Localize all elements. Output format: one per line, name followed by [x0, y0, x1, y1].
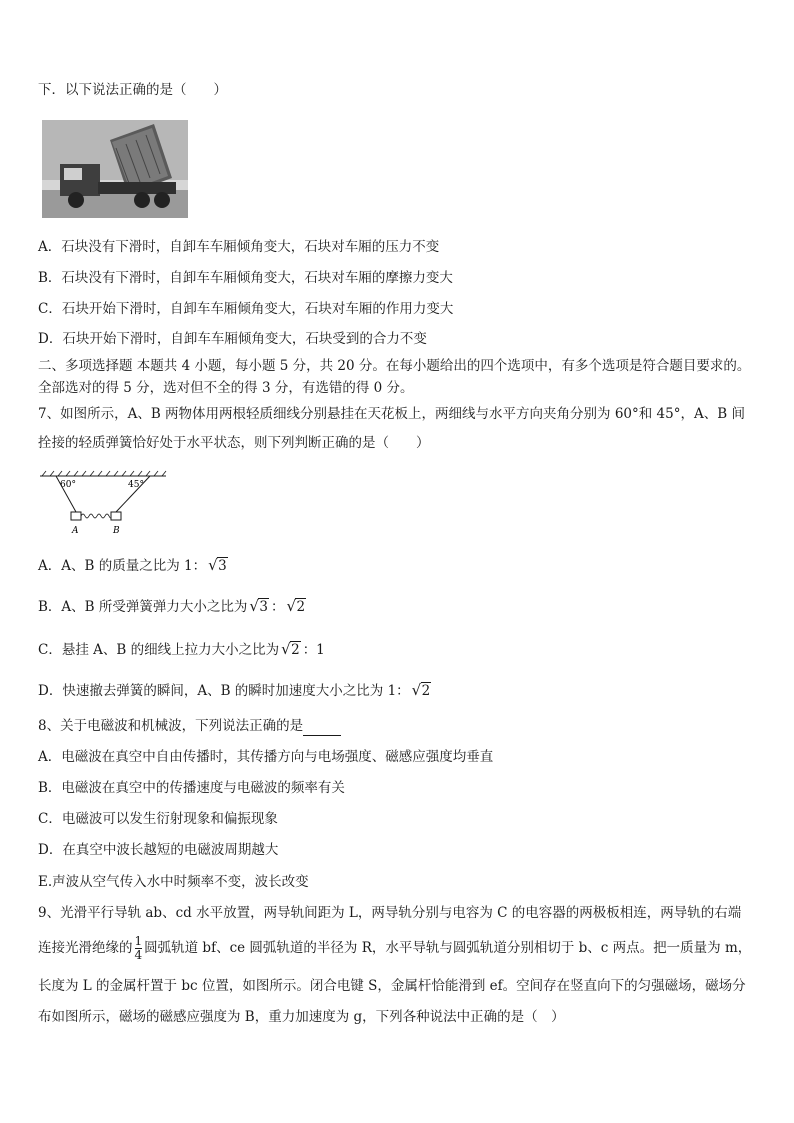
q7-option-a: A．A、B 的质量之比为 1： √ 3 — [38, 556, 227, 574]
q6-option-b: B．石块没有下滑时，自卸车车厢倾角变大，石块对车厢的摩擦力变大 — [38, 270, 453, 286]
q7-figure — [38, 470, 168, 540]
question-6-header: 下．以下说法正确的是（ ） — [38, 82, 227, 98]
answer-blank — [303, 721, 341, 736]
sqrt-3: √ 3 — [208, 556, 227, 574]
fraction-one-quarter: $\frac{1}{4}$ — [134, 934, 143, 962]
q8-option-a: A．电磁波在真空中自由传播时，其传播方向与电场强度、磁感应强度均垂直 — [38, 749, 494, 765]
sqrt-2: √ 2 — [286, 597, 306, 615]
q6-option-c: C．石块开始下滑时，自卸车车厢倾角变大，石块对车厢的作用力变大 — [38, 301, 454, 317]
q7-option-d: D．快速撤去弹簧的瞬间，A、B 的瞬时加速度大小之比为 1： √ 2 — [38, 681, 431, 699]
angle-45-label: 45° — [128, 480, 144, 490]
q7-option-b: B．A、B 所受弹簧弹力大小之比为 √ 3 ： √ 2 — [38, 597, 306, 615]
q8-option-d: D．在真空中波长越短的电磁波周期越大 — [38, 842, 279, 858]
q9-line-2: 连接光滑绝缘的 $\frac{1}{4}$ 圆弧轨道 bf、ce 圆弧轨道的半径为 R，水平导轨与圆弧轨道分别相切于 b、c 两点。把一质量为 m， — [38, 934, 752, 962]
q8-option-c: C．电磁波可以发生衍射现象和偏振现象 — [38, 811, 278, 827]
angle-60-label: 60° — [60, 480, 76, 490]
label-a: A — [72, 526, 79, 536]
q8-stem: 8、关于电磁波和机械波，下列说法正确的是 — [38, 716, 341, 736]
q9-line-1: 9、光滑平行导轨 ab、cd 水平放置，两导轨间距为 L，两导轨分别与电容为 C 的电容器的两极板相连，两导轨的右端 — [38, 905, 742, 921]
q8-option-b: B．电磁波在真空中的传播速度与电磁波的频率有关 — [38, 780, 345, 796]
q6-option-a: A．石块没有下滑时，自卸车车厢倾角变大，石块对车厢的压力不变 — [38, 239, 440, 255]
q7-option-c: C．悬挂 A、B 的细线上拉力大小之比为 √ 2 ：1 — [38, 640, 325, 658]
sqrt-3: √ 3 — [249, 597, 268, 615]
section-2-line-1: 二、多项选择题 本题共 4 小题，每小题 5 分，共 20 分。在每小题给出的四个选项中，有多个选项是符合题目要求的。 — [38, 358, 751, 374]
section-2-line-2: 全部选对的得 5 分，选对但不全的得 3 分，有选错的得 0 分。 — [38, 380, 414, 396]
dump-truck-photo — [42, 120, 188, 218]
q9-line-3: 长度为 L 的金属杆置于 bc 位置，如图所示。闭合电键 S，金属杆恰能滑到 ef。空间存在竖直向下的匀强磁场，磁场分 — [38, 978, 746, 994]
q7-stem-line-1: 7、如图所示，A、B 两物体用两根轻质细线分别悬挂在天花板上，两细线与水平方向夹角分别为 60°和 45°，A、B 间 — [38, 406, 745, 422]
q8-option-e: E.声波从空气传入水中时频率不变，波长改变 — [38, 874, 309, 890]
sqrt-2: √ 2 — [411, 681, 431, 699]
q9-line-4: 布如图所示，磁场的磁感应强度为 B，重力加速度为 g，下列各种说法中正确的是（ ） — [38, 1009, 565, 1025]
label-b: B — [113, 526, 120, 536]
q6-option-d: D．石块开始下滑时，自卸车车厢倾角变大，石块受到的合力不变 — [38, 331, 427, 347]
q7-stem-line-2: 拴接的轻质弹簧恰好处于水平状态，则下列判断正确的是（ ） — [38, 435, 430, 451]
sqrt-2: √ 2 — [281, 640, 300, 658]
